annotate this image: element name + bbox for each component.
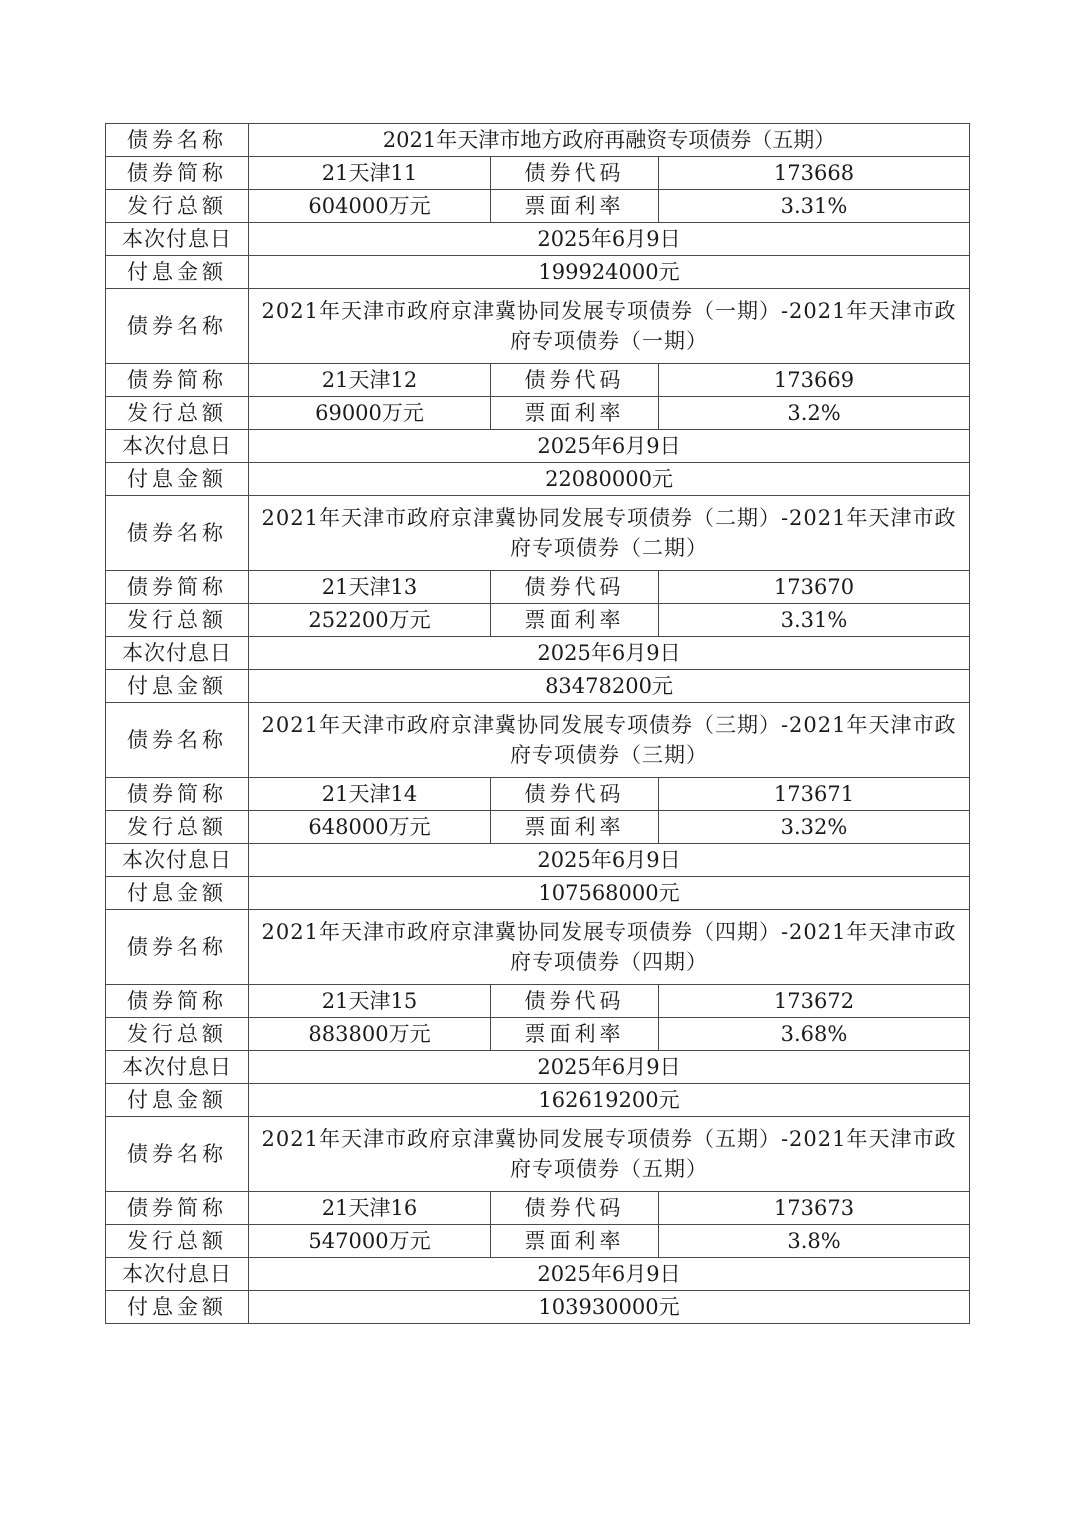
bond-6-name-row (106, 1117, 970, 1192)
bond-total-label: 发行总额 (106, 190, 249, 223)
bond-date-label: 本次付息日 (106, 1258, 249, 1291)
bond-short-value: 21天津15 (249, 985, 491, 1018)
bond-amount-label: 付息金额 (106, 463, 249, 496)
bond-name-label: 债券名称 (106, 703, 249, 778)
bond-total-label: 发行总额 (106, 397, 249, 430)
bond-4-date-row (106, 844, 970, 877)
bond-name-label: 债券名称 (106, 910, 249, 985)
bond-date-value: 2025年6月9日 (249, 1051, 970, 1084)
bond-code-label: 债券代码 (491, 985, 659, 1018)
bond-amount-value: 107568000元 (249, 877, 970, 910)
bond-rate-value: 3.68% (659, 1018, 970, 1051)
bond-amount-label: 付息金额 (106, 670, 249, 703)
bond-rate-value: 3.8% (659, 1225, 970, 1258)
bond-5-name-row (106, 910, 970, 985)
bond-code-label: 债券代码 (491, 157, 659, 190)
bond-code-label: 债券代码 (491, 571, 659, 604)
bond-1-total-row (106, 190, 970, 223)
bond-short-label: 债券简称 (106, 364, 249, 397)
bond-code-label: 债券代码 (491, 364, 659, 397)
bond-date-value: 2025年6月9日 (249, 430, 970, 463)
bond-name-label: 债券名称 (106, 496, 249, 571)
bond-amount-value: 103930000元 (249, 1291, 970, 1324)
bond-2-short-row (106, 364, 970, 397)
bond-table (105, 123, 970, 1324)
bond-name-value: 2021年天津市地方政府再融资专项债券（五期） (249, 124, 970, 157)
bond-short-value: 21天津12 (249, 364, 491, 397)
bond-total-value: 604000万元 (249, 190, 491, 223)
bond-6-date-row (106, 1258, 970, 1291)
bond-total-value: 883800万元 (249, 1018, 491, 1051)
bond-5-total-row (106, 1018, 970, 1051)
bond-name-value: 2021年天津市政府京津冀协同发展专项债券（二期）-2021年天津市政府专项债券（二期） (249, 496, 970, 571)
bond-rate-label: 票面利率 (491, 811, 659, 844)
bond-rate-label: 票面利率 (491, 604, 659, 637)
bond-name-value: 2021年天津市政府京津冀协同发展专项债券（五期）-2021年天津市政府专项债券（五期） (249, 1117, 970, 1192)
bond-4-total-row (106, 811, 970, 844)
bond-date-label: 本次付息日 (106, 844, 249, 877)
bond-2-name-row (106, 289, 970, 364)
bond-amount-label: 付息金额 (106, 877, 249, 910)
bond-3-date-row (106, 637, 970, 670)
bond-short-value: 21天津16 (249, 1192, 491, 1225)
bond-date-label: 本次付息日 (106, 430, 249, 463)
bond-code-label: 债券代码 (491, 1192, 659, 1225)
bond-amount-value: 22080000元 (249, 463, 970, 496)
bond-total-label: 发行总额 (106, 1018, 249, 1051)
bond-3-amount-row (106, 670, 970, 703)
bond-short-label: 债券简称 (106, 571, 249, 604)
bond-1-name-row (106, 124, 970, 157)
bond-rate-label: 票面利率 (491, 190, 659, 223)
bond-total-value: 252200万元 (249, 604, 491, 637)
bond-5-short-row (106, 985, 970, 1018)
bond-name-value: 2021年天津市政府京津冀协同发展专项债券（一期）-2021年天津市政府专项债券（一期） (249, 289, 970, 364)
bond-code-value: 173668 (659, 157, 970, 190)
bond-date-value: 2025年6月9日 (249, 223, 970, 256)
bond-short-label: 债券简称 (106, 778, 249, 811)
bond-code-value: 173670 (659, 571, 970, 604)
bond-2-date-row (106, 430, 970, 463)
bond-code-value: 173671 (659, 778, 970, 811)
bond-amount-label: 付息金额 (106, 256, 249, 289)
bond-date-label: 本次付息日 (106, 1051, 249, 1084)
bond-total-label: 发行总额 (106, 811, 249, 844)
bond-amount-value: 199924000元 (249, 256, 970, 289)
bond-name-value: 2021年天津市政府京津冀协同发展专项债券（四期）-2021年天津市政府专项债券（四期） (249, 910, 970, 985)
bond-rate-value: 3.2% (659, 397, 970, 430)
bond-amount-label: 付息金额 (106, 1084, 249, 1117)
bond-code-value: 173673 (659, 1192, 970, 1225)
bond-short-value: 21天津11 (249, 157, 491, 190)
bond-1-short-row (106, 157, 970, 190)
bond-code-label: 债券代码 (491, 778, 659, 811)
bond-rate-label: 票面利率 (491, 1018, 659, 1051)
bond-1-date-row (106, 223, 970, 256)
bond-code-value: 173669 (659, 364, 970, 397)
bond-3-name-row (106, 496, 970, 571)
bond-1-amount-row (106, 256, 970, 289)
bond-name-label: 债券名称 (106, 124, 249, 157)
bond-5-date-row (106, 1051, 970, 1084)
bond-3-short-row (106, 571, 970, 604)
bond-short-label: 债券简称 (106, 1192, 249, 1225)
bond-2-amount-row (106, 463, 970, 496)
bond-rate-value: 3.31% (659, 190, 970, 223)
bond-short-label: 债券简称 (106, 985, 249, 1018)
bond-total-value: 547000万元 (249, 1225, 491, 1258)
bond-amount-label: 付息金额 (106, 1291, 249, 1324)
bond-6-short-row (106, 1192, 970, 1225)
bond-name-label: 债券名称 (106, 1117, 249, 1192)
bond-5-amount-row (106, 1084, 970, 1117)
bond-rate-label: 票面利率 (491, 1225, 659, 1258)
bond-rate-label: 票面利率 (491, 397, 659, 430)
bond-total-value: 69000万元 (249, 397, 491, 430)
bond-rate-value: 3.32% (659, 811, 970, 844)
bond-short-value: 21天津14 (249, 778, 491, 811)
bond-3-total-row (106, 604, 970, 637)
bond-name-label: 债券名称 (106, 289, 249, 364)
bond-amount-value: 83478200元 (249, 670, 970, 703)
bond-total-value: 648000万元 (249, 811, 491, 844)
bond-amount-value: 162619200元 (249, 1084, 970, 1117)
bond-2-total-row (106, 397, 970, 430)
bond-short-label: 债券简称 (106, 157, 249, 190)
bond-6-total-row (106, 1225, 970, 1258)
bond-6-amount-row (106, 1291, 970, 1324)
bond-rate-value: 3.31% (659, 604, 970, 637)
bond-total-label: 发行总额 (106, 1225, 249, 1258)
bond-total-label: 发行总额 (106, 604, 249, 637)
bond-4-amount-row (106, 877, 970, 910)
bond-date-value: 2025年6月9日 (249, 1258, 970, 1291)
bond-short-value: 21天津13 (249, 571, 491, 604)
bond-4-short-row (106, 778, 970, 811)
bond-date-label: 本次付息日 (106, 637, 249, 670)
bond-date-value: 2025年6月9日 (249, 844, 970, 877)
bond-4-name-row (106, 703, 970, 778)
bond-name-value: 2021年天津市政府京津冀协同发展专项债券（三期）-2021年天津市政府专项债券（三期） (249, 703, 970, 778)
bond-date-value: 2025年6月9日 (249, 637, 970, 670)
bond-date-label: 本次付息日 (106, 223, 249, 256)
bond-code-value: 173672 (659, 985, 970, 1018)
